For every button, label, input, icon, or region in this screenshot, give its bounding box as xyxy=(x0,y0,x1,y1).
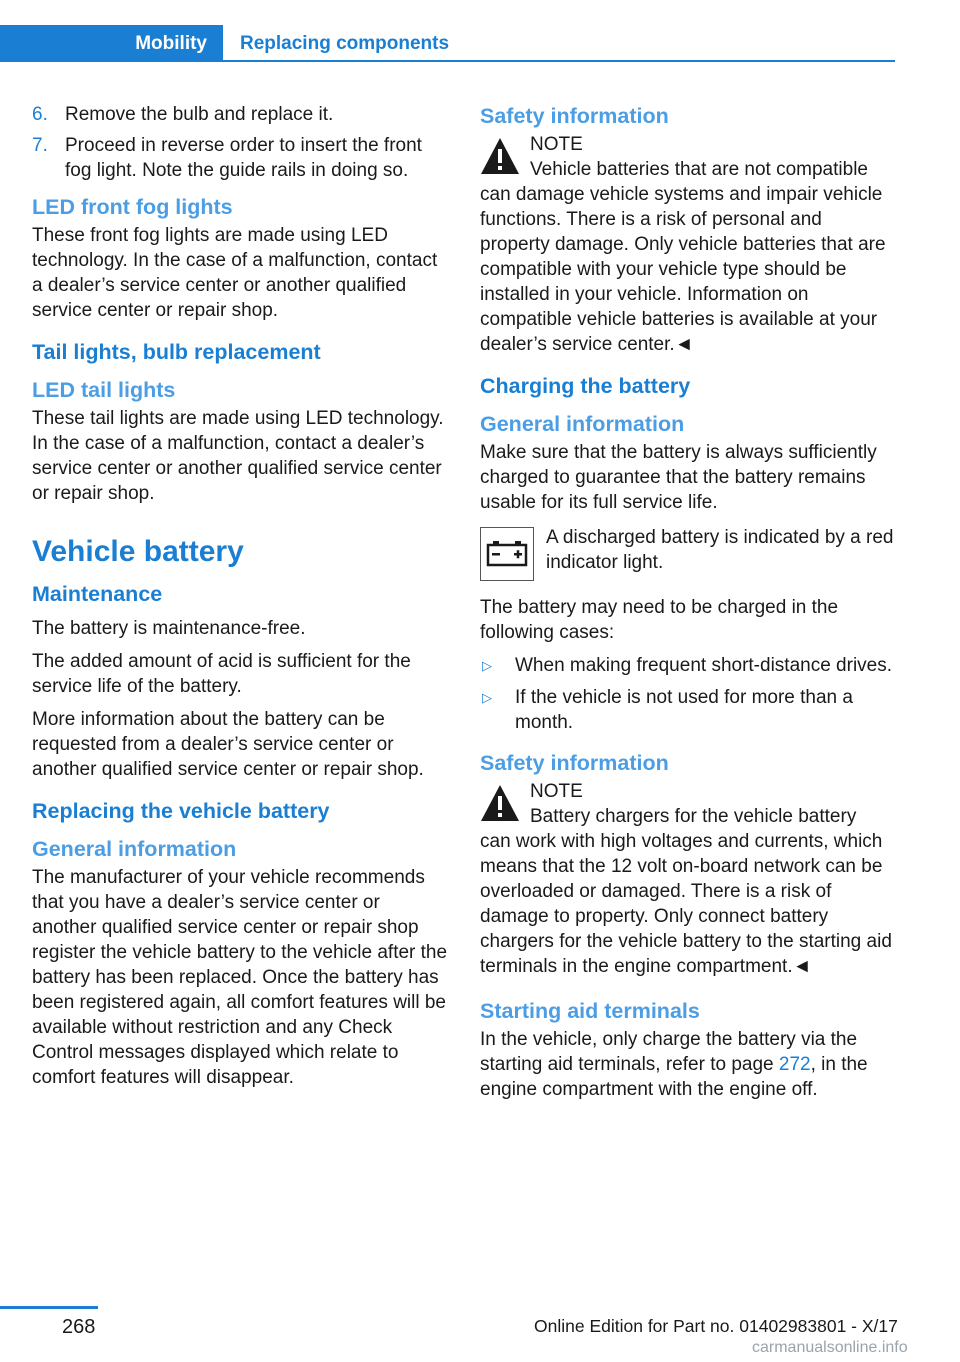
warning-triangle-icon xyxy=(480,783,520,823)
step-text: Remove the bulb and replace it. xyxy=(65,104,334,125)
led-tail-heading: LED tail lights xyxy=(32,378,176,402)
list-item xyxy=(32,102,448,127)
header-rule xyxy=(223,60,895,62)
edition-text: Online Edition for Part no. 01402983801 - X/17 xyxy=(534,1316,898,1336)
led-tail-text: These tail lights are made using LED technology. In the case of a malfunction, contact a dealer’s service center or another qualified service center or repair shop. xyxy=(32,408,444,504)
starting-aid-text-after: , in the engine compartment with the engine off. xyxy=(480,1054,868,1100)
bullet-icon: ▷ xyxy=(482,658,492,673)
list-item xyxy=(480,685,896,735)
section-tab-label: Mobility xyxy=(135,32,207,54)
note-first-line: Battery chargers for the vehicle battery xyxy=(530,806,857,827)
step-text: Proceed in reverse order to insert the front fog light. Note the guide rails in doing so. xyxy=(65,135,422,181)
page-number: 268 xyxy=(62,1316,96,1338)
bullet-icon: ▷ xyxy=(482,690,492,705)
subsection-tab-label: Replacing components xyxy=(240,32,450,54)
warning-note xyxy=(480,132,896,182)
charging-general-text: Make sure that the battery is always sufficiently charged to guarantee that the battery remains usable for its full service life. xyxy=(480,442,877,513)
note-label: NOTE xyxy=(530,134,583,155)
list-item xyxy=(480,653,896,678)
tail-lights-heading: Tail lights, bulb replacement xyxy=(32,340,321,364)
starting-aid-heading: Starting aid terminals xyxy=(480,999,700,1023)
indicator-text: A discharged battery is indicated by a red indicator light. xyxy=(546,527,894,573)
left-column xyxy=(32,102,448,1098)
section-tab-replacing-components[interactable] xyxy=(240,25,449,62)
note-first-line: Vehicle batteries that are not compatible xyxy=(530,159,868,180)
general-info-heading: General information xyxy=(32,837,237,861)
starting-aid-text-before: In the vehicle, only charge the battery via the starting aid terminals, refer to page xyxy=(480,1029,858,1075)
right-column xyxy=(480,102,896,1110)
battery-indicator-icon xyxy=(480,527,534,581)
maintenance-text-1: The battery is maintenance-free. xyxy=(32,618,306,639)
starting-aid-text xyxy=(480,1027,896,1102)
warning-note-2 xyxy=(480,779,896,829)
maintenance-heading: Maintenance xyxy=(32,582,163,606)
maintenance-text-2: The added amount of acid is sufficient for the service life of the battery. xyxy=(32,651,411,697)
list-item xyxy=(32,133,448,183)
note-label: NOTE xyxy=(530,781,583,802)
cases-intro: The battery may need to be charged in the following cases: xyxy=(480,597,839,643)
general-info-text: The manufacturer of your vehicle recommends that you have a dealer’s service center or another qualified service center or repair shop register the vehicle battery to the vehicle after the battery has been replaced. Once the battery has been registered again, all comfort features will be available without restriction and any Check Control messages displayed which relate to comfort features will disappear. xyxy=(32,867,448,1088)
step-list xyxy=(32,102,448,183)
note-text-2: can work with high voltages and currents, which means that the 12 volt on-board network can be overloaded or damaged. There is a risk of damage to property. Only connect battery chargers for the vehicle battery to the starting aid terminals in the engine compartment.◄ xyxy=(480,831,892,977)
replacing-battery-heading: Replacing the vehicle battery xyxy=(32,799,330,823)
footer-rule xyxy=(0,1306,98,1309)
case-text: If the vehicle is not used for more than a month. xyxy=(515,687,853,733)
step-number: 6. xyxy=(32,104,48,125)
battery-icon xyxy=(485,539,529,569)
section-tab-mobility[interactable] xyxy=(0,25,223,62)
page-reference-link[interactable]: 272 xyxy=(778,1054,811,1075)
indicator-row xyxy=(480,525,896,581)
led-fog-text: These front fog lights are made using LED technology. In the case of a malfunction, contact a dealer’s service center or another qualified service center or repair shop. xyxy=(32,225,438,321)
step-number: 7. xyxy=(32,135,48,156)
case-text: When making frequent short-distance drives. xyxy=(515,655,893,676)
charging-general-heading: General information xyxy=(480,412,685,436)
vehicle-battery-heading: Vehicle battery xyxy=(32,535,244,568)
warning-triangle-icon xyxy=(480,136,520,176)
charging-heading: Charging the battery xyxy=(480,374,691,398)
page-header xyxy=(0,25,895,62)
maintenance-text-3: More information about the battery can be requested from a dealer’s service center or another qualified service center or repair shop. xyxy=(32,709,424,780)
note-text: can damage vehicle systems and impair vehicle functions. There is a risk of personal and property damage. Only vehicle batteries that are compatible with your vehicle type should be installed in your vehicle. Information on compatible vehicle batteries is available at your dealer’s service center.◄ xyxy=(480,184,886,355)
led-fog-heading: LED front fog lights xyxy=(32,195,233,219)
cases-list xyxy=(480,653,896,735)
safety-info-heading: Safety information xyxy=(480,104,669,128)
safety-info-heading-2: Safety information xyxy=(480,751,669,775)
watermark: carmanualsonline.info xyxy=(752,1339,908,1356)
